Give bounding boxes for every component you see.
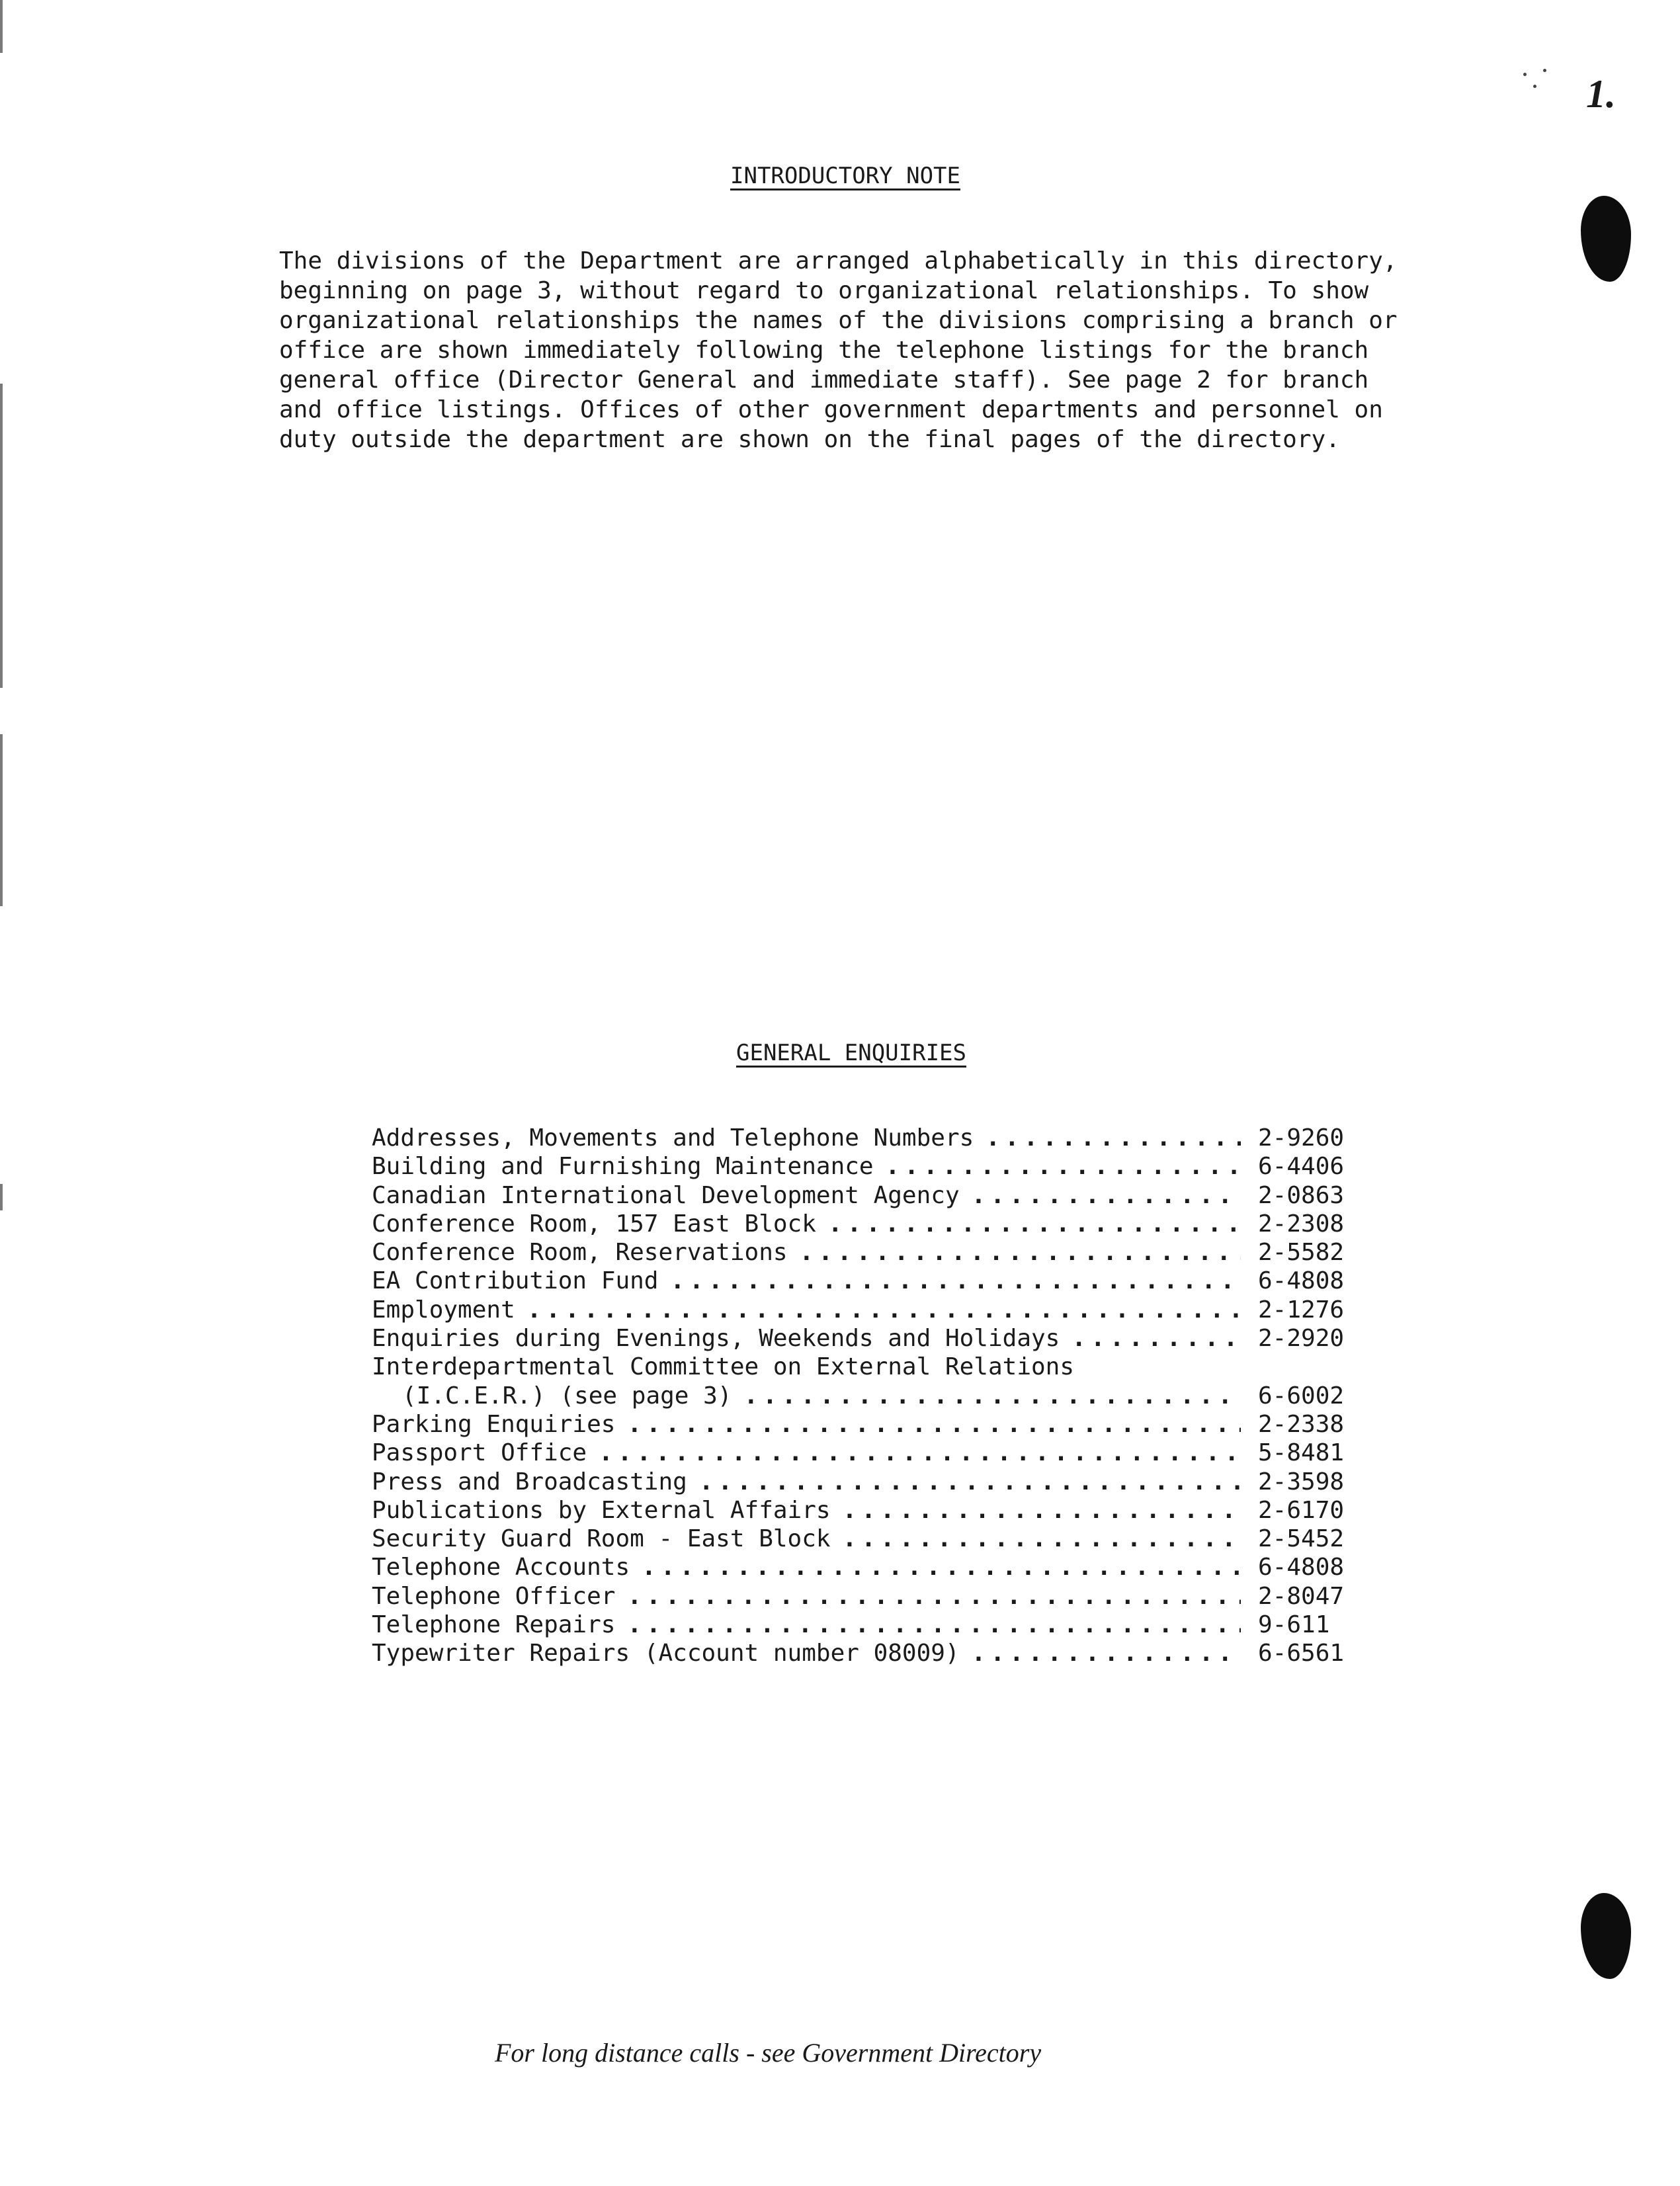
entry-label: Conference Room, 157 East Block <box>372 1210 816 1238</box>
entry-number: 2-2338 <box>1258 1410 1345 1438</box>
list-item <box>372 1554 1351 1582</box>
dot-leader <box>527 1296 1241 1324</box>
entry-label: Typewriter Repairs (Account number 08009) <box>372 1640 960 1667</box>
entry-label: Addresses, Movements and Telephone Numbers <box>372 1124 974 1152</box>
list-item <box>372 1353 1351 1382</box>
list-item <box>372 1239 1351 1267</box>
entry-label: Enquiries during Evenings, Weekends and Holidays <box>372 1325 1060 1353</box>
dot-leader <box>986 1124 1241 1152</box>
intro-line: general office (Director General and immediate staff). See page 2 for branch <box>279 366 1369 394</box>
entry-label: Interdepartmental Committee on External Relations <box>372 1353 1075 1381</box>
intro-line: duty outside the department are shown on the final pages of the directory. <box>279 426 1340 453</box>
scan-edge-mark <box>0 384 3 688</box>
entry-label: Building and Furnishing Maintenance <box>372 1153 874 1181</box>
list-item <box>372 1124 1351 1153</box>
entry-number: 5-8481 <box>1258 1439 1345 1467</box>
dot-leader <box>972 1182 1241 1209</box>
entry-number: 6-4808 <box>1258 1267 1345 1295</box>
list-item <box>372 1382 1351 1411</box>
list-item <box>372 1153 1351 1181</box>
dot-leader <box>627 1611 1241 1638</box>
list-item <box>372 1182 1351 1210</box>
list-item <box>372 1325 1351 1353</box>
dot-leader <box>843 1525 1241 1552</box>
page-number: 1. <box>1586 72 1616 116</box>
entry-number: 6-4808 <box>1258 1554 1345 1581</box>
entry-label: Parking Enquiries <box>372 1410 616 1438</box>
entry-label: Publications by External Affairs <box>372 1496 831 1524</box>
intro-paragraph <box>279 246 1417 454</box>
entry-label: Telephone Repairs <box>372 1611 616 1639</box>
intro-line: organizational relationships the names of the divisions comprising a branch or <box>279 307 1398 334</box>
entry-number: 2-5582 <box>1258 1239 1345 1267</box>
entry-number: 6-6002 <box>1258 1382 1345 1409</box>
intro-line: and office listings. Offices of other government departments and personnel on <box>279 396 1383 423</box>
list-item <box>372 1525 1351 1554</box>
entry-number: 6-6561 <box>1258 1640 1345 1667</box>
entry-label: (I.C.E.R.) (see page 3) <box>402 1382 732 1409</box>
dot-leader <box>642 1554 1241 1581</box>
list-item <box>372 1468 1351 1497</box>
entry-number: 2-6170 <box>1258 1496 1345 1524</box>
scan-edge-mark <box>0 0 3 53</box>
intro-heading: INTRODUCTORY NOTE <box>730 163 960 189</box>
entry-label: Telephone Accounts <box>372 1554 630 1581</box>
list-item <box>372 1583 1351 1611</box>
entry-number: 2-5452 <box>1258 1525 1345 1553</box>
list-item <box>372 1640 1351 1668</box>
dot-leader <box>599 1439 1241 1466</box>
scan-speck <box>1523 73 1527 76</box>
scan-speck <box>1543 69 1546 72</box>
dot-leader <box>627 1583 1241 1610</box>
dot-leader <box>886 1153 1241 1180</box>
entry-label: Canadian International Development Agency <box>372 1181 960 1209</box>
scan-edge-mark <box>0 734 3 906</box>
dot-leader <box>800 1239 1241 1266</box>
dot-leader <box>699 1468 1241 1495</box>
binder-hole <box>1581 196 1631 282</box>
scan-edge-mark <box>0 1184 3 1210</box>
list-item <box>372 1210 1351 1239</box>
dot-leader <box>744 1382 1241 1409</box>
list-item <box>372 1611 1351 1640</box>
scan-speck <box>1533 85 1536 88</box>
dot-leader <box>972 1640 1241 1667</box>
entry-number: 6-4406 <box>1258 1153 1345 1181</box>
entry-number: 2-2308 <box>1258 1210 1345 1238</box>
entry-number: 2-8047 <box>1258 1582 1345 1610</box>
entry-label: Conference Room, Reservations <box>372 1239 788 1267</box>
intro-line: The divisions of the Department are arranged alphabetically in this directory, <box>279 247 1398 274</box>
list-item <box>372 1411 1351 1439</box>
list-item <box>372 1296 1351 1325</box>
enquiries-list <box>372 1124 1351 1669</box>
dot-leader <box>627 1411 1241 1438</box>
entry-label: Passport Office <box>372 1439 587 1467</box>
entry-number: 2-1276 <box>1258 1296 1345 1324</box>
list-item <box>372 1439 1351 1468</box>
entry-label: Press and Broadcasting <box>372 1468 687 1495</box>
dot-leader <box>670 1267 1241 1294</box>
dot-leader <box>1071 1325 1241 1352</box>
intro-line: beginning on page 3, without regard to organizational relationships. To show <box>279 277 1369 304</box>
entry-number: 2-0863 <box>1258 1181 1345 1209</box>
intro-line: office are shown immediately following the telephone listings for the branch <box>279 337 1369 364</box>
dot-leader <box>828 1210 1241 1238</box>
entry-label: Employment <box>372 1296 515 1324</box>
dot-leader <box>843 1497 1241 1524</box>
list-item <box>372 1497 1351 1525</box>
list-item <box>372 1267 1351 1296</box>
entry-number: 2-3598 <box>1258 1468 1345 1495</box>
entry-number: 9-611 <box>1258 1611 1330 1639</box>
entry-number: 2-9260 <box>1258 1124 1345 1152</box>
entry-number: 2-2920 <box>1258 1325 1345 1353</box>
entry-label: EA Contribution Fund <box>372 1267 659 1295</box>
entry-label: Security Guard Room - East Block <box>372 1525 831 1553</box>
enquiries-heading: GENERAL ENQUIRIES <box>736 1040 966 1066</box>
entry-label: Telephone Officer <box>372 1582 616 1610</box>
footer-note: For long distance calls - see Government Directory <box>495 2038 1042 2068</box>
binder-hole <box>1581 1893 1631 1979</box>
